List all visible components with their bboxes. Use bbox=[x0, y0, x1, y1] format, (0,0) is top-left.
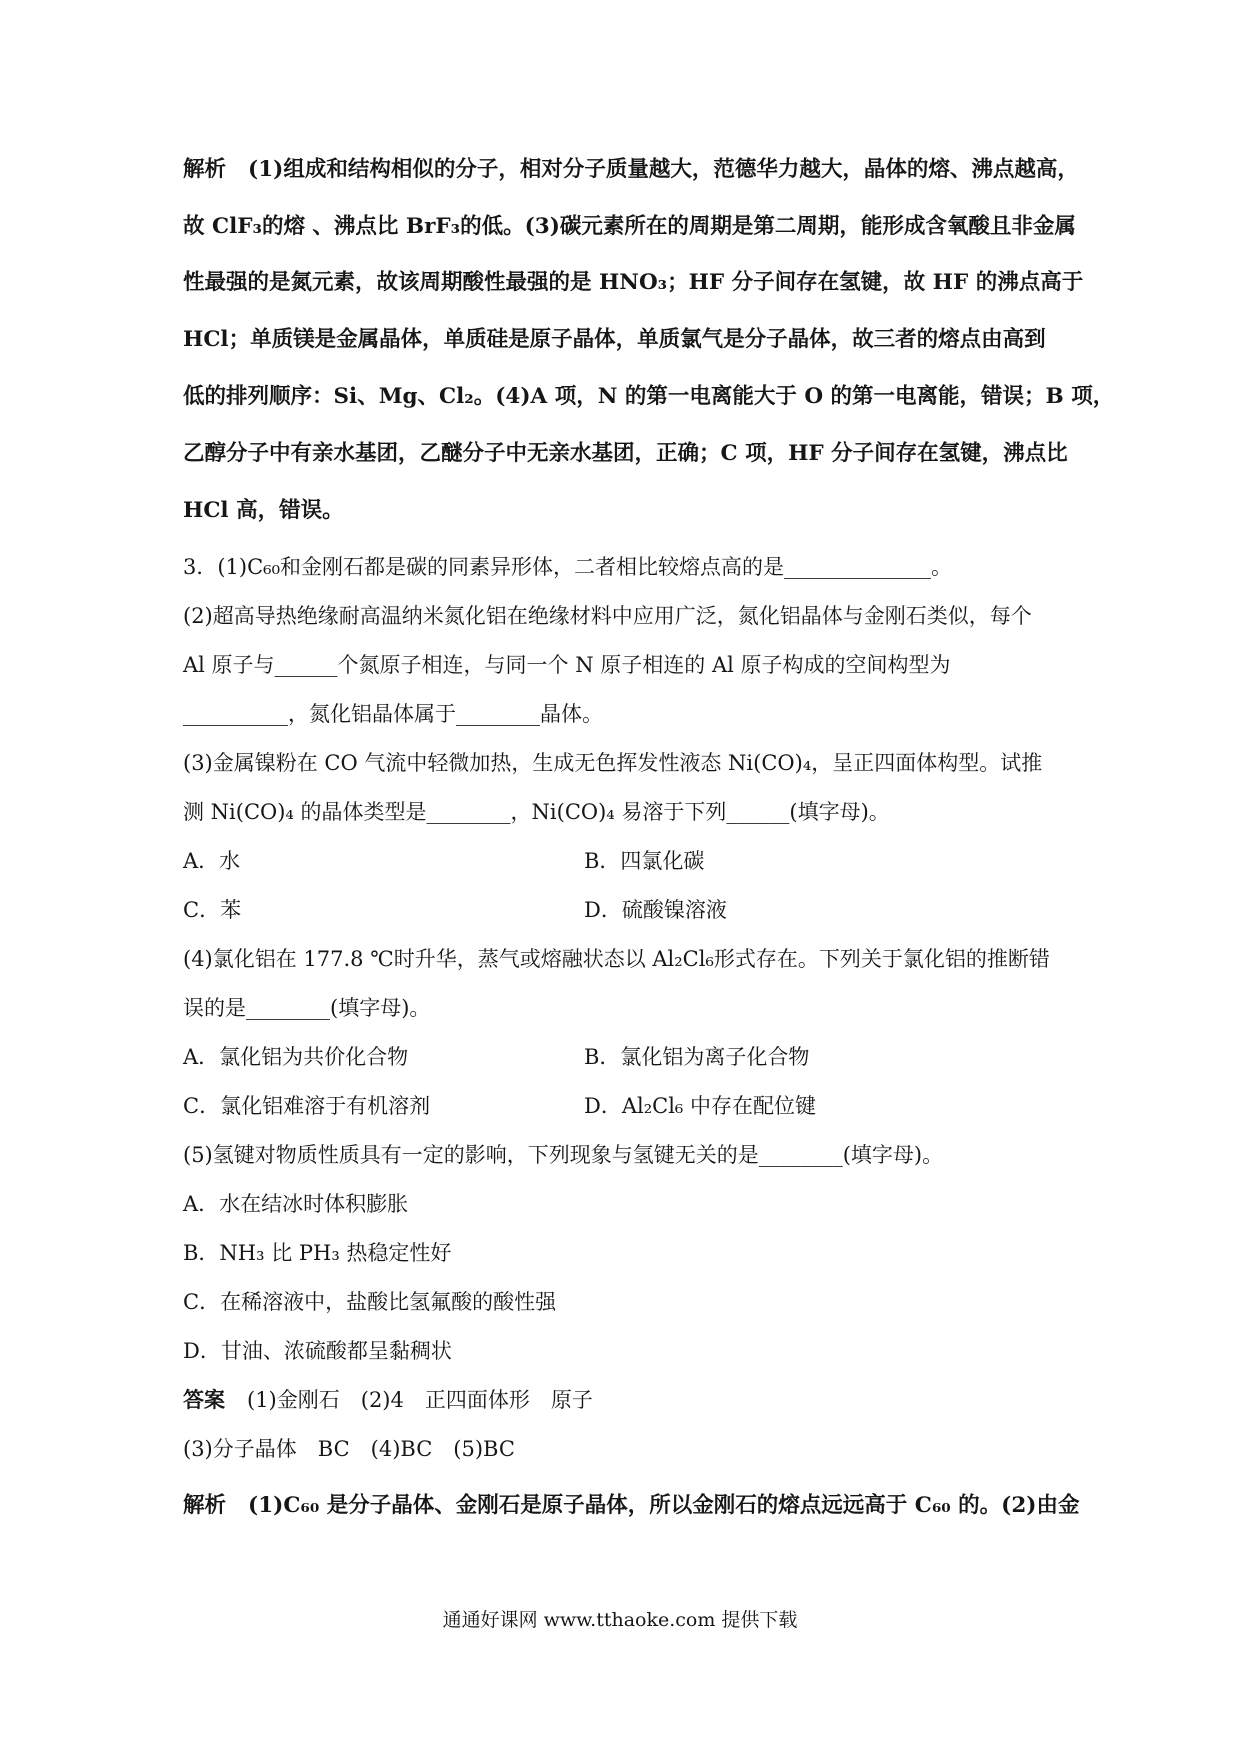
option-b: B．四氯化碳 bbox=[584, 849, 705, 873]
option-b: B．氯化铝为离子化合物 bbox=[584, 1045, 810, 1069]
option-d: D．甘油、浓硫酸都呈黏稠状 bbox=[183, 1339, 452, 1363]
analysis-line-3: 性最强的是氮元素，故该周期酸性最强的是 HNO₃；HF 分子间存在氢键，故 HF 的沸点高于 bbox=[183, 270, 1084, 295]
question-3-part-4-line-1: (4)氯化铝在 177.8 ℃时升华，蒸气或熔融状态以 Al₂Cl₆形式存在。下列关于氯化铝的推断错 bbox=[183, 947, 1050, 971]
answer-label: 答案 bbox=[183, 1387, 225, 1412]
question-3-part-2-line-2: Al 原子与______个氮原子相连，与同一个 N 原子相连的 Al 原子构成的空间构型为 bbox=[183, 653, 951, 677]
option-a: A．水在结冰时体积膨胀 bbox=[183, 1192, 409, 1216]
analysis-line-7: HCl 高，错误。 bbox=[183, 498, 344, 523]
option-b: B．NH₃ 比 PH₃ 热稳定性好 bbox=[183, 1241, 452, 1265]
option-c: C．氯化铝难溶于有机溶剂 bbox=[183, 1094, 431, 1118]
answer-line-2: (3)分子晶体 BC (4)BC (5)BC bbox=[183, 1437, 515, 1461]
analysis-line-2: 故 ClF₃的熔 、沸点比 BrF₃的低。(3)碳元素所在的周期是第二周期，能形成含氧酸且非金属 bbox=[183, 214, 1076, 239]
analysis-text: (1)组成和结构相似的分子，相对分子质量越大，范德华力越大，晶体的熔、沸点越高， bbox=[248, 157, 1079, 182]
analysis-label: 解析 bbox=[183, 1493, 227, 1518]
answer-line-1 bbox=[183, 1385, 1063, 1415]
analysis-label: 解析 bbox=[183, 157, 227, 182]
answer-text-1: (1)金刚石 (2)4 正四面体形 原子 bbox=[247, 1388, 593, 1412]
option-c: C．在稀溶液中，盐酸比氢氟酸的酸性强 bbox=[183, 1290, 557, 1314]
analysis-line-6: 乙醇分子中有亲水基团，乙醚分子中无亲水基团，正确；C 项，HF 分子间存在氢键，沸点比 bbox=[183, 441, 1068, 466]
page-footer: 通通好课网 www.tthaoke.com 提供下载 bbox=[442, 1609, 798, 1631]
question-3-part-4-line-2: 误的是________(填字母)。 bbox=[183, 996, 431, 1020]
analysis-2-line-1 bbox=[183, 1491, 1080, 1521]
question-3-part-3-line-1: (3)金属镍粉在 CO 气流中轻微加热，生成无色挥发性液态 Ni(CO)₄，呈正四面体构型。试推 bbox=[183, 751, 1043, 775]
option-d: D．硫酸镍溶液 bbox=[584, 898, 727, 922]
analysis-line-4: HCl；单质镁是金属晶体，单质硅是原子晶体，单质氯气是分子晶体，故三者的熔点由高到 bbox=[183, 327, 1046, 352]
question-3-part-3-line-2: 测 Ni(CO)₄ 的晶体类型是________，Ni(CO)₄ 易溶于下列______(填字母)。 bbox=[183, 800, 890, 824]
question-3-part-2-line-3: __________，氮化铝晶体属于________晶体。 bbox=[183, 702, 603, 726]
option-c: C．苯 bbox=[183, 898, 242, 922]
option-d: D．Al₂Cl₆ 中存在配位键 bbox=[584, 1094, 817, 1118]
question-3-part-1: 3．(1)C₆₀和金刚石都是碳的同素异形体，二者相比较熔点高的是______________。 bbox=[183, 555, 953, 579]
analysis-line-1 bbox=[183, 155, 1079, 185]
option-a: A．水 bbox=[183, 849, 241, 873]
analysis-line-5: 低的排列顺序：Si、Mg、Cl₂。(4)A 项，N 的第一电离能大于 O 的第一电离能，错误；B 项， bbox=[183, 384, 1115, 409]
question-3-part-2-line-1: (2)超高导热绝缘耐高温纳米氮化铝在绝缘材料中应用广泛，氮化铝晶体与金刚石类似，每个 bbox=[183, 604, 1032, 628]
option-a: A．氯化铝为共价化合物 bbox=[183, 1045, 409, 1069]
analysis-text: (1)C₆₀ 是分子晶体、金刚石是原子晶体，所以金刚石的熔点远远高于 C₆₀ 的。(2)由金 bbox=[248, 1493, 1080, 1518]
question-3-part-5: (5)氢键对物质性质具有一定的影响，下列现象与氢键无关的是________(填字母)。 bbox=[183, 1143, 944, 1167]
